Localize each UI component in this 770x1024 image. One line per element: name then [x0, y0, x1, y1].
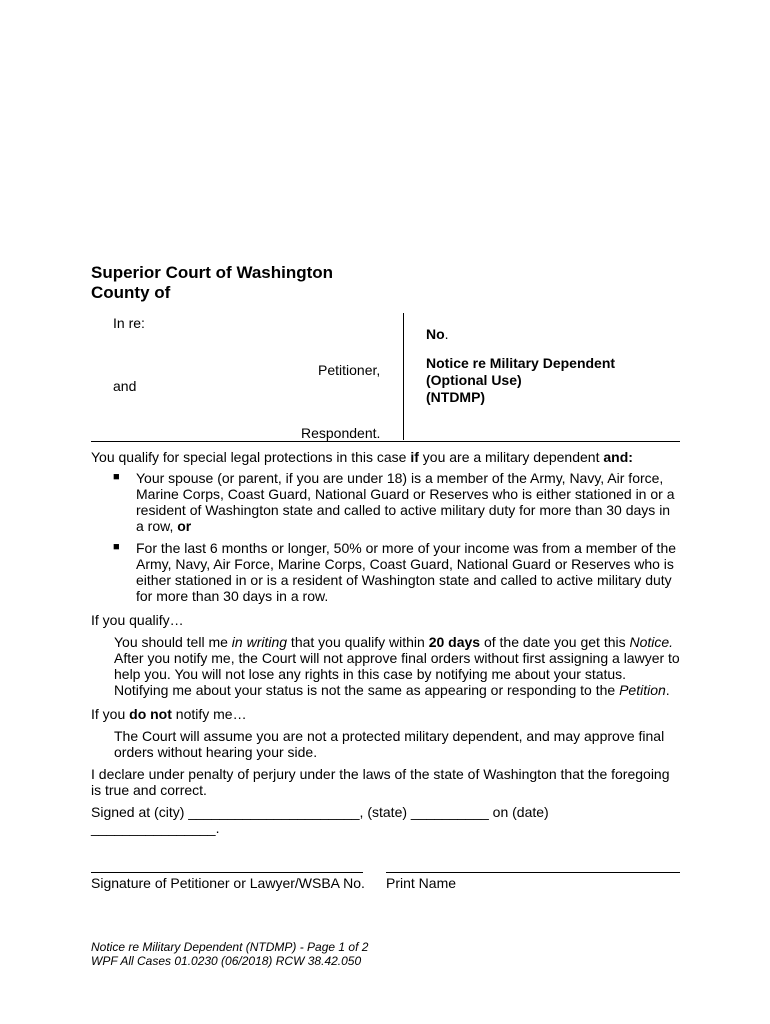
form-title-line1: Notice re Military Dependent: [426, 355, 616, 371]
signed-date-line: ________________.: [91, 820, 220, 836]
square-bullet-icon: ■: [113, 541, 120, 553]
print-name-label: Print Name: [386, 875, 457, 891]
case-number-period: .: [444, 326, 449, 342]
footer-line1: Notice re Military Dependent (NTDMP) - Page 1 of 2: [91, 940, 369, 954]
page-footer: [91, 940, 368, 968]
case-number: [426, 326, 449, 343]
intro-if: if: [410, 449, 419, 465]
not-paragraph: The Court will assume you are not a protected military dependent, and may approve final orders without hearing your side.: [114, 728, 665, 760]
respondent-label: Respondent.: [301, 425, 381, 441]
qualify-paragraph: [91, 634, 681, 698]
form-title-line3: (NTDMP): [426, 389, 486, 405]
declaration: I declare under penalty of perjury under the laws of the state of Washington that the foregoing is true and correct.: [91, 766, 670, 798]
qualify-period: .: [665, 682, 670, 698]
signature-block: [91, 872, 680, 902]
qualify-text-e: of the date you get this: [480, 634, 630, 650]
court-name: Superior Court of Washington: [91, 263, 334, 282]
county-label: County of: [91, 283, 171, 302]
petitioner-label: Petitioner,: [318, 362, 381, 378]
bullet1-or: or: [177, 518, 192, 534]
qualify-in-writing: in writing: [231, 634, 288, 650]
qualify-text-a: You should tell me: [114, 634, 232, 650]
case-number-label: No: [426, 326, 445, 342]
if-not-heading: [91, 706, 681, 722]
notice-body: [91, 449, 681, 836]
case-caption: [91, 313, 680, 442]
if-not-b: do not: [129, 706, 172, 722]
qualify-petition: Petition: [619, 682, 666, 698]
qualify-notice: Notice.: [629, 634, 674, 650]
court-heading: [91, 263, 333, 303]
qualify-20-days: 20 days: [428, 634, 481, 650]
list-item: [91, 470, 681, 534]
signed-at-line: Signed at (city) ______________________, (state) __________ on (date): [91, 804, 549, 820]
in-re-label: In re:: [113, 315, 145, 331]
form-title-line2: (Optional Use): [426, 372, 522, 388]
footer-line2: WPF All Cases 01.0230 (06/2018) RCW 38.42.050: [91, 954, 362, 968]
and-label: and: [113, 378, 137, 394]
form-title: [426, 355, 615, 406]
intro-paragraph: [91, 449, 681, 465]
if-qualify-heading: If you qualify…: [91, 612, 184, 628]
intro-text-2: you are a military dependent: [418, 449, 604, 465]
signature-label: Signature of Petitioner or Lawyer/WSBA No.: [91, 875, 365, 891]
if-not-a: If you: [91, 706, 130, 722]
qualify-text-c: that you qualify within: [287, 634, 429, 650]
if-not-c: notify me…: [171, 706, 247, 722]
qualification-list: [91, 470, 681, 604]
caption-divider: [403, 313, 404, 440]
square-bullet-icon: ■: [113, 471, 120, 483]
signature-line: [91, 872, 363, 873]
list-item: [91, 540, 681, 604]
bullet1-text: Your spouse (or parent, if you are under 18) is a member of the Army, Navy, Air force, Marine Corps, Coast Guard, National Guard or Reserves who is either stationed in or a resident of Washington state and called to active military duty for more than 30 days in a row,: [136, 470, 675, 534]
intro-text: You qualify for special legal protections in this case: [91, 449, 411, 465]
qualify-text-g: After you notify me, the Court will not approve final orders without first assigning a lawyer to help you. You will not lose any rights in this case by notifying me about your status. Notifying me about your status is not the same as appearing or responding to the: [114, 650, 680, 698]
intro-and: and:: [603, 449, 633, 465]
bullet2-text: For the last 6 months or longer, 50% or more of your income was from a member of the Army, Navy, Air Force, Marine Corps, Coast Guard, National Guard or Reserves who is either stationed in or is a resident of Washington state and called to active military duty for more than 30 days in a row.: [136, 540, 677, 604]
print-name-line: [386, 872, 680, 873]
